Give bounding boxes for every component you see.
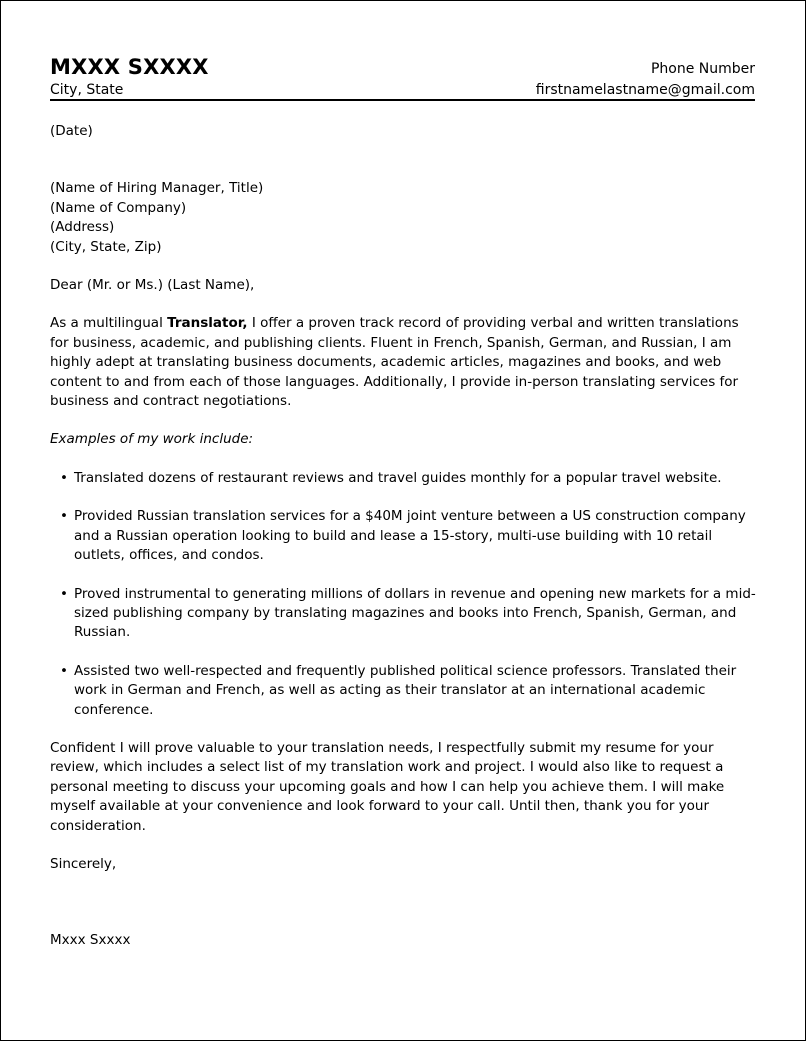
list-item (50, 585, 760, 643)
list-item (50, 662, 760, 720)
bullet-icon: • (60, 469, 68, 486)
recipient-line: (Name of Hiring Manager, Title) (50, 180, 264, 197)
signature-name: Mxxx Sxxxx (50, 932, 131, 949)
recipient-line: (Address) (50, 219, 115, 236)
header-divider (50, 99, 755, 101)
list-item-text: Translated dozens of restaurant reviews and travel guides monthly for a popular travel website. (74, 469, 722, 486)
intro-text-start: As a multilingual (50, 315, 168, 332)
intro-text-rest: I offer a proven track record of providing verbal and written translations for business, academic, and publishing clients. Fluent in French, Spanish, German, and Russian, I am highly adept at translating business documents, academic articles, magazines and books, and web content to and from each of those languages. Additionally, I provide in-person translating services for business and contract negotiations. (50, 315, 739, 410)
letter-date: (Date) (50, 123, 93, 139)
phone-number: Phone Number (650, 61, 755, 77)
examples-heading: Examples of my work include: (50, 431, 254, 448)
signoff: Sincerely, (50, 855, 117, 872)
examples-list (50, 469, 760, 720)
bullet-icon: • (60, 508, 68, 525)
list-item (50, 469, 760, 488)
recipient-line: (City, State, Zip) (50, 238, 162, 255)
letter-body (50, 122, 760, 951)
applicant-name: MXXX SXXXX (50, 55, 209, 79)
recipient-line: (Name of Company) (50, 199, 187, 216)
list-item-text: Proved instrumental to generating millions of dollars in revenue and opening new markets for a mid-sized publishing company by translating magazines and books into French, Spanish, German, and Russian. (74, 585, 756, 641)
bullet-icon: • (60, 662, 68, 679)
list-item-text: Provided Russian translation services for a $40M joint venture between a US construction company and a Russian operation looking to build and lease a 15-story, multi-use building with 10 retail outlets, offices, and condos. (74, 508, 746, 564)
recipient-block (50, 179, 760, 257)
list-item (50, 507, 760, 565)
email-address: firstnamelastname@gmail.com (535, 82, 755, 98)
list-item-text: Assisted two well-respected and frequently published political science professors. Translated their work in German and French, as well as acting as their translator at an international academic conference. (74, 662, 737, 718)
closing-paragraph: Confident I will prove valuable to your translation needs, I respectfully submit my resume for your review, which includes a select list of my translation work and project. I would also like to request a personal meeting to discuss your upcoming goals and how I can help you achieve them. I will make myself available at your convenience and look forward to your call. Until then, thank you for your consideration. (50, 739, 725, 834)
intro-job-title: Translator, (167, 315, 248, 332)
bullet-icon: • (60, 585, 68, 602)
salutation: Dear (Mr. or Ms.) (Last Name), (50, 277, 255, 294)
city-state: City, State (50, 82, 124, 98)
intro-paragraph (50, 314, 760, 411)
